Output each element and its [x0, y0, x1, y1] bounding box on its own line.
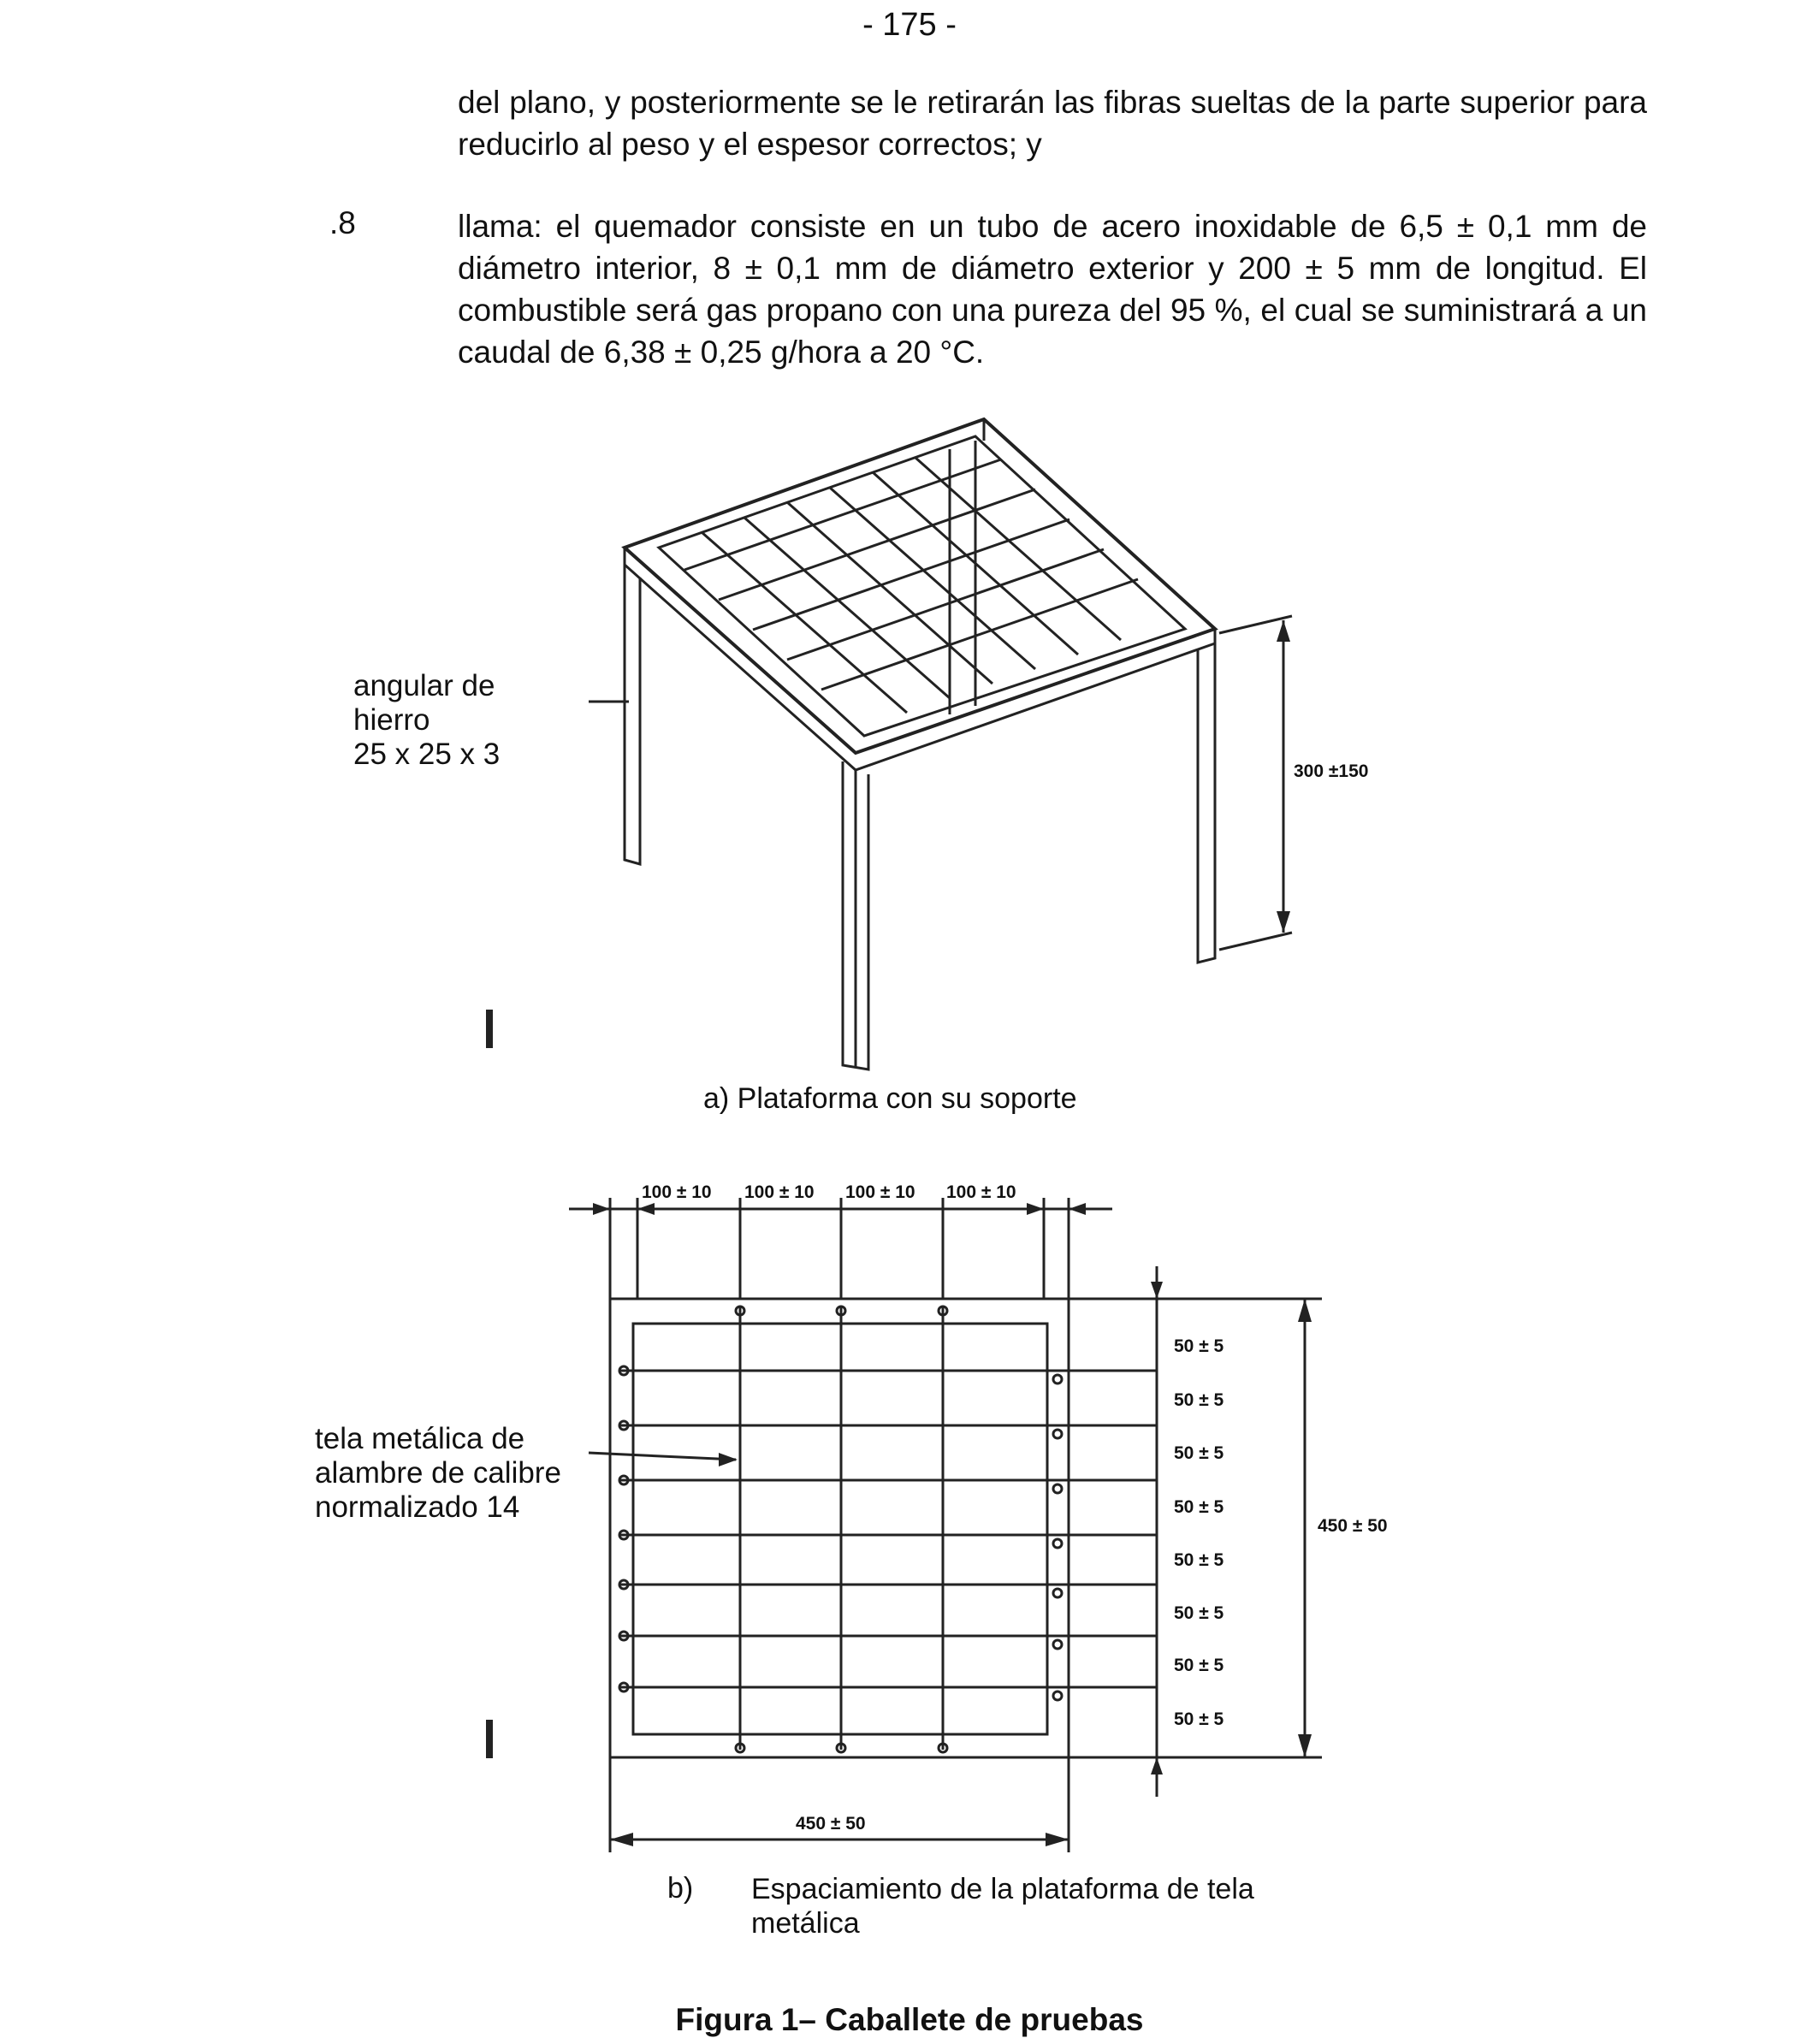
figure-b-caption-line-2: metálica [751, 1907, 860, 1940]
overall-width-line [610, 1833, 1069, 1846]
right-dimension-line [1151, 1266, 1163, 1797]
right-dim-6: 50 ± 5 [1174, 1603, 1224, 1623]
drawing-id-mark [486, 1010, 493, 1758]
mesh-label-line-2: alambre de calibre [315, 1456, 561, 1490]
right-dim-2: 50 ± 5 [1174, 1390, 1224, 1410]
angular-label-line-2: hierro [353, 703, 430, 737]
overall-height-label: 450 ± 50 [1318, 1516, 1388, 1536]
figure-b-caption-letter: b) [667, 1872, 694, 1905]
figure-b-caption-line-1: Espaciamiento de la plataforma de tela [751, 1873, 1254, 1905]
angular-label-line-1: angular de [353, 669, 495, 702]
right-dim-1: 50 ± 5 [1174, 1336, 1224, 1356]
mesh-plan-drawing [610, 1198, 1322, 1852]
angular-label-line-3: 25 x 25 x 3 [353, 738, 501, 771]
top-dim-4: 100 ± 10 [946, 1182, 1016, 1202]
right-dim-4: 50 ± 5 [1174, 1497, 1224, 1517]
mesh-label-line-3: normalizado 14 [315, 1490, 520, 1524]
angular-label [353, 669, 500, 772]
top-dim-3: 100 ± 10 [845, 1182, 915, 1202]
top-dim-2: 100 ± 10 [744, 1182, 815, 1202]
height-dimension [1219, 616, 1292, 950]
item-number: .8 [329, 205, 356, 240]
mesh-label [315, 1422, 561, 1525]
right-dim-8: 50 ± 5 [1174, 1709, 1224, 1729]
right-dim-3: 50 ± 5 [1174, 1443, 1224, 1463]
paragraph-continuation: del plano, y posteriormente se le retirarán las fibras sueltas de la parte superior para reducirlo al peso y el espesor correctos; y [458, 85, 1647, 162]
mesh-label-line-1: tela metálica de [315, 1422, 525, 1455]
height-dimension-label: 300 ±150 [1294, 761, 1369, 781]
overall-width-label: 450 ± 50 [796, 1814, 866, 1834]
figure-title: Figura 1– Caballete de pruebas [675, 2002, 1144, 2037]
overall-height-line [1298, 1299, 1312, 1757]
figure-b-caption [751, 1872, 1254, 1940]
top-dim-1: 100 ± 10 [642, 1182, 712, 1202]
item-text: llama: el quemador consiste en un tubo de acero inoxidable de 6,5 ± 0,1 mm de diámetro interior, 8 ± 0,1 mm de diámetro exterior y 200 ± 5 mm de longitud. El combustible será gas propano con una pureza del 95 %, el cual se suministrará a un caudal de 6,38 ± 0,25 g/hora a 20 °C. [458, 209, 1647, 370]
right-dim-5: 50 ± 5 [1174, 1550, 1224, 1570]
page-number: - 175 - [862, 7, 957, 43]
right-dim-7: 50 ± 5 [1174, 1656, 1224, 1675]
platform-isometric-drawing [625, 419, 1215, 1069]
figure-a-caption: a) Plataforma con su soporte [703, 1082, 1077, 1115]
